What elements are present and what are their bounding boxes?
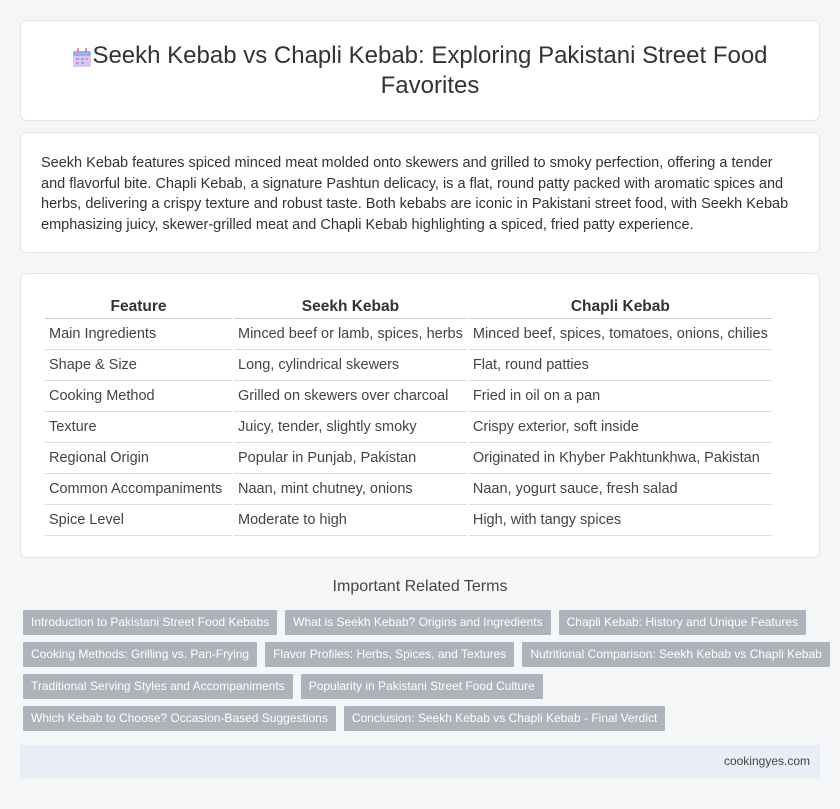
column-header-chapli: Chapli Kebab (469, 292, 772, 319)
table-cell: Naan, mint chutney, onions (234, 474, 467, 505)
table-row (45, 505, 772, 536)
related-tags-row (23, 706, 673, 731)
related-tag[interactable]: Introduction to Pakistani Street Food Kebabs (23, 610, 277, 635)
table-cell: Regional Origin (45, 443, 232, 474)
table-cell: Fried in oil on a pan (469, 381, 772, 412)
related-tag[interactable]: Popularity in Pakistani Street Food Culture (301, 674, 543, 699)
table-cell: Grilled on skewers over charcoal (234, 381, 467, 412)
table-header-row (45, 292, 772, 319)
related-tags-row (23, 610, 814, 635)
table-row (45, 350, 772, 381)
related-tag[interactable]: What is Seekh Kebab? Origins and Ingredients (285, 610, 550, 635)
related-tag[interactable]: Cooking Methods: Grilling vs. Pan-Frying (23, 642, 257, 667)
related-terms-heading: Important Related Terms (332, 578, 508, 595)
related-tag[interactable]: Conclusion: Seekh Kebab vs Chapli Kebab - Final Verdict (344, 706, 666, 731)
related-tags-row (23, 642, 838, 667)
table-cell: Shape & Size (45, 350, 232, 381)
column-header-seekh: Seekh Kebab (234, 292, 467, 319)
intro-paragraph: Seekh Kebab features spiced minced meat molded onto skewers and grilled to smoky perfection, offering a tender and flavorful bite. Chapli Kebab, a signature Pashtun delicacy, is a flat, round patty packed with aromatic spices and herbs, delivering a crispy texture and robust taste. Both kebabs are iconic in Pakistani street food, with Seekh Kebab emphasizing juicy, skewer-grilled meat and Chapli Kebab highlighting a spiced, fried patty experience. (41, 155, 789, 233)
header-card (20, 20, 820, 121)
related-tag[interactable]: Flavor Profiles: Herbs, Spices, and Textures (265, 642, 514, 667)
table-cell: Long, cylindrical skewers (234, 350, 467, 381)
related-tag[interactable]: Which Kebab to Choose? Occasion-Based Suggestions (23, 706, 336, 731)
footer (20, 745, 820, 778)
intro-card (20, 132, 820, 253)
related-tag[interactable]: Traditional Serving Styles and Accompaniments (23, 674, 293, 699)
column-header-feature: Feature (45, 292, 232, 319)
table-cell: Naan, yogurt sauce, fresh salad (469, 474, 772, 505)
table-cell: Minced beef, spices, tomatoes, onions, chilies (469, 319, 772, 350)
table-cell: Minced beef or lamb, spices, herbs (234, 319, 467, 350)
table-cell: Cooking Method (45, 381, 232, 412)
page-title: Seekh Kebab vs Chapli Kebab: Exploring Pakistani Street Food Favorites (92, 42, 768, 99)
table-cell: Originated in Khyber Pakhtunkhwa, Pakistan (469, 443, 772, 474)
table-cell: Main Ingredients (45, 319, 232, 350)
table-cell: Popular in Punjab, Pakistan (234, 443, 467, 474)
table-row (45, 474, 772, 505)
table-row (45, 319, 772, 350)
table-row (45, 381, 772, 412)
table-cell: Spice Level (45, 505, 232, 536)
footer-site-link[interactable]: cookingyes.com (723, 754, 810, 768)
table-cell: Juicy, tender, slightly smoky (234, 412, 467, 443)
table-cell: Common Accompaniments (45, 474, 232, 505)
related-tags-row (23, 674, 551, 699)
table-row (45, 443, 772, 474)
table-cell: Texture (45, 412, 232, 443)
comparison-table (43, 292, 774, 536)
table-row (45, 412, 772, 443)
related-tag[interactable]: Chapli Kebab: History and Unique Features (559, 610, 806, 635)
comparison-card (20, 273, 820, 558)
table-cell: High, with tangy spices (469, 505, 772, 536)
table-cell: Crispy exterior, soft inside (469, 412, 772, 443)
related-tag[interactable]: Nutritional Comparison: Seekh Kebab vs Chapli Kebab (522, 642, 830, 667)
table-cell: Moderate to high (234, 505, 467, 536)
table-cell: Flat, round patties (469, 350, 772, 381)
